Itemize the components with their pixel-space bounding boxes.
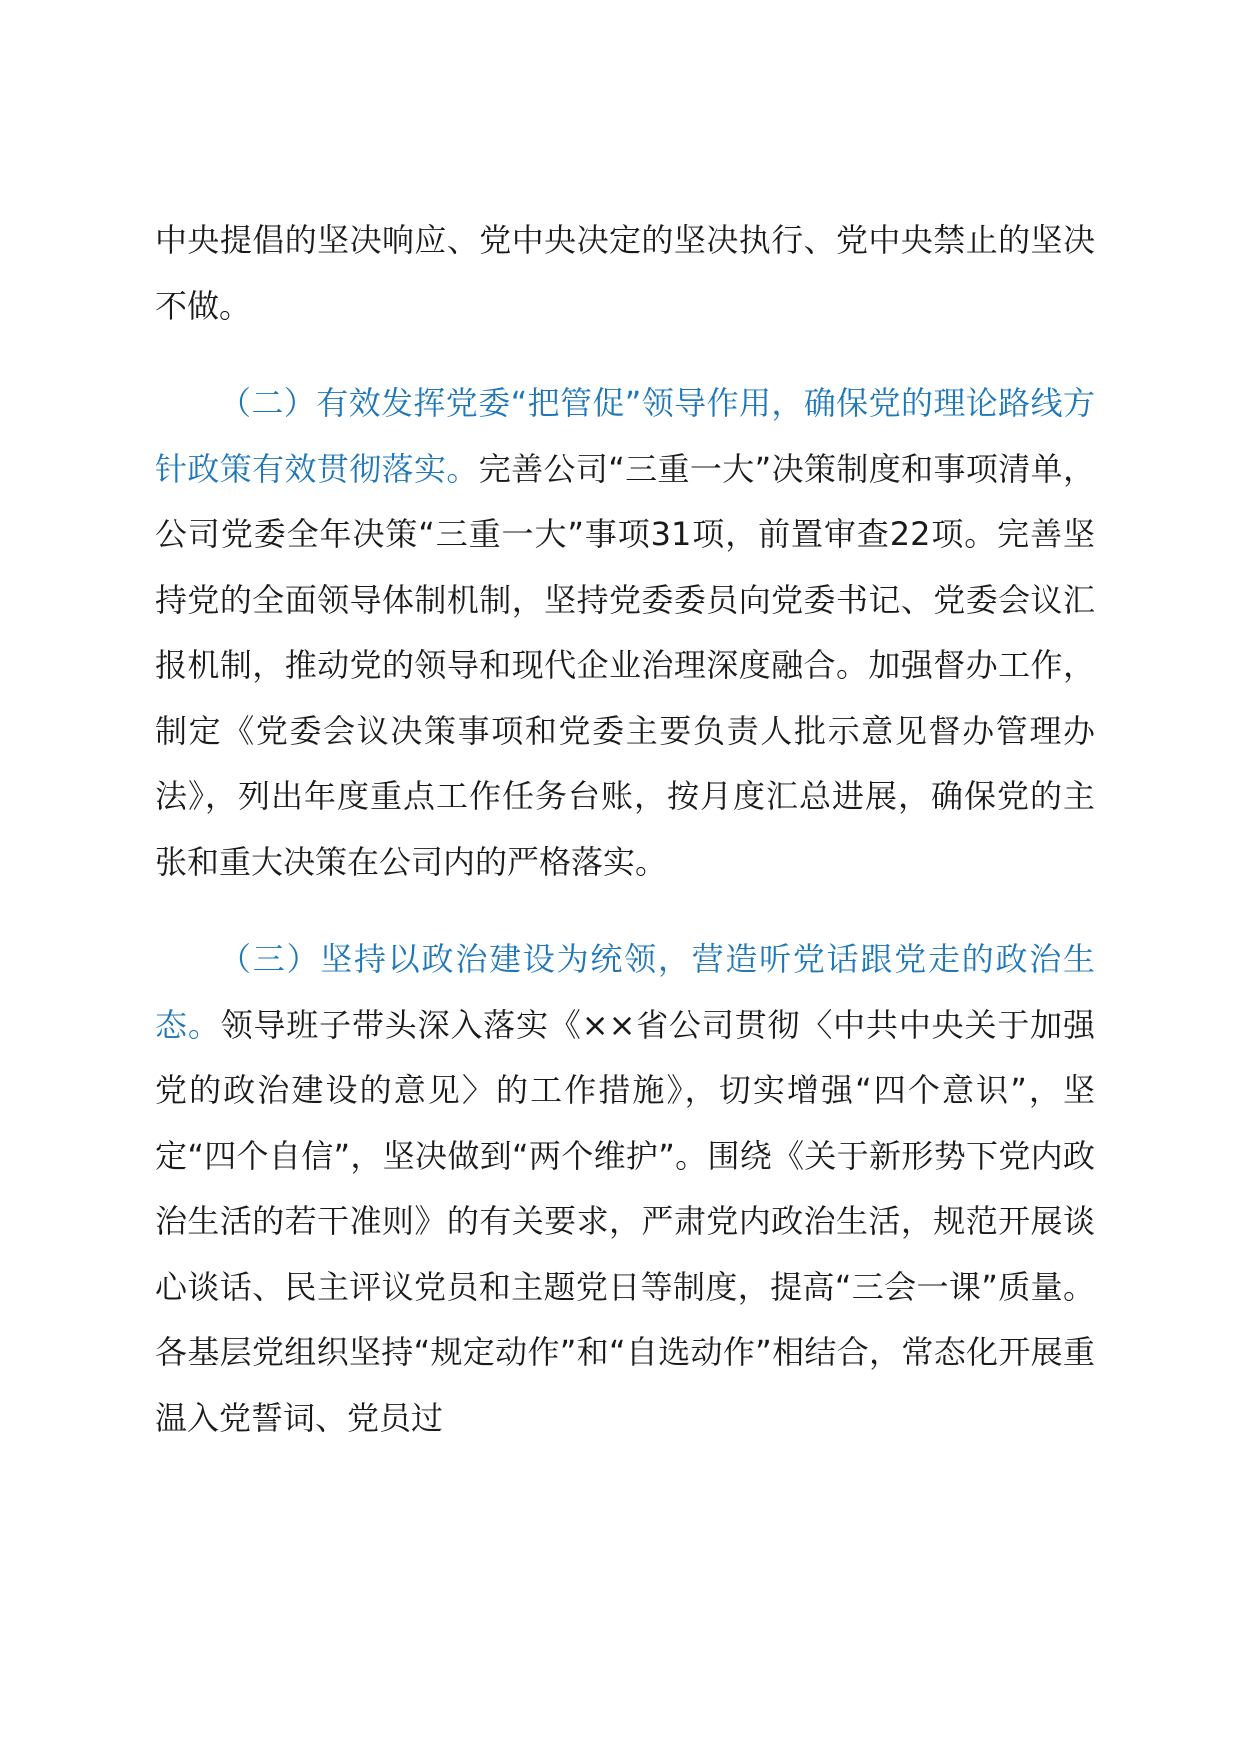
paragraph-section-3 <box>155 927 1095 1451</box>
section-heading-2: （二）有效发挥党委“把管促”领导作用，确保党的理论路线方针政策有效贯彻落实。 <box>155 384 1095 488</box>
paragraph-text: 领导班子带头深入落实《××省公司贯彻〈中共中央关于加强党的政治建设的意见〉的工作措施》，切实增强“四个意识”，坚定“四个自信”，坚决做到“两个维护”。围绕《关于新形势下党内政治生活的若干准则》的有关要求，严肃党内政治生活，规范开展谈心谈话、民主评议党员和主题党日等制度，提高“三会一课”质量。各基层党组织坚持“规定动作”和“自选动作”相结合，常态化开展重温入党誓词、党员过 <box>155 1005 1095 1437</box>
section-heading-3: （三）坚持以政治建设为统领，营造听党话跟党走的政治生态。 <box>155 940 1095 1044</box>
document-body <box>155 208 1095 1483</box>
paragraph-continuation <box>155 208 1095 339</box>
paragraph-text: 中央提倡的坚决响应、党中央决定的坚决执行、党中央禁止的坚决不做。 <box>155 221 1095 325</box>
paragraph-section-2 <box>155 371 1095 895</box>
paragraph-text: 完善公司“三重一大”决策制度和事项清单，公司党委全年决策“三重一大”事项31项，前置审查22项。完善坚持党的全面领导体制机制，坚持党委委员向党委书记、党委会议汇报机制，推动党的领导和现代企业治理深度融合。加强督办工作，制定《党委会议决策事项和党委主要负责人批示意见督办管理办法》，列出年度重点工作任务台账，按月度汇总进展，确保党的主张和重大决策在公司内的严格落实。 <box>155 449 1095 881</box>
